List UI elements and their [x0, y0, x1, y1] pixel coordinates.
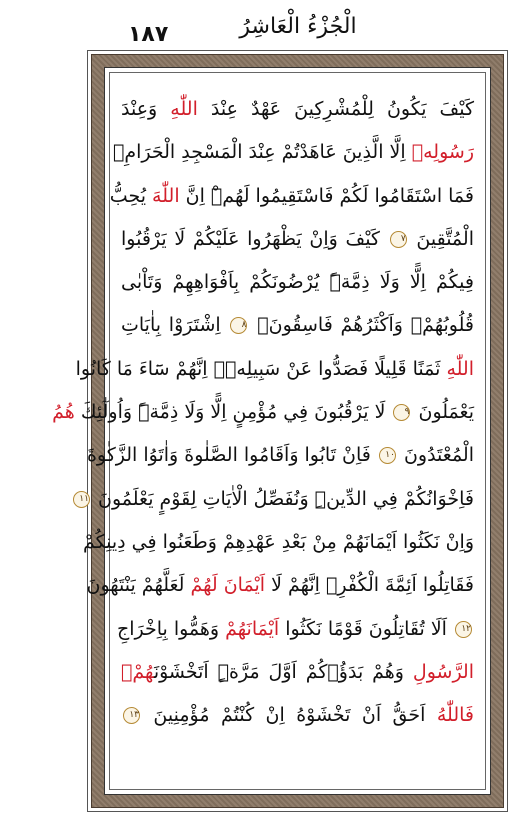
text-line	[121, 261, 474, 304]
verse-number-marker: ٨	[230, 317, 247, 334]
text-segment: يُحِبُّ	[109, 184, 153, 207]
text-segment: كَيْفَ يَكُونُ لِلْمُشْرِكِينَ عَهْدٌ عِنْدَ	[197, 98, 475, 120]
text-panel	[52, 67, 491, 795]
highlighted-word: الرَّسُولِ	[412, 660, 474, 683]
text-line	[83, 521, 474, 564]
text-line	[121, 304, 474, 347]
text-segment: فِيكُمْ اِلًّا وَلَا ذِمَّةًۜ يُرْضُونَكُمْ بِاَفْوَاهِهِمْ وَتَاْبٰى	[121, 271, 474, 294]
verse-number-marker: ٧	[390, 231, 407, 248]
verse-number-marker: ١٢	[455, 621, 472, 638]
text-segment: الْمُعْتَدُونَ	[397, 444, 474, 467]
text-line	[75, 348, 474, 391]
text-segment: لَا يَرْقُبُونَ فِي مُؤْمِنٍ اِلًّا وَلَا ذِمَّةًۜ وَاُولٰٓئِكَ	[74, 401, 392, 424]
text-line	[121, 651, 474, 694]
page-frame	[52, 50, 508, 812]
text-line	[52, 391, 474, 434]
verse-number-marker: ١٣	[123, 707, 140, 724]
highlighted-word: اللّٰهِ	[446, 357, 474, 380]
highlighted-word: اَيْمَانَهُمْ	[225, 617, 280, 640]
text-segment: الْمُتَّقِينَ	[408, 227, 474, 250]
text-segment: اَلَا تُقَاتِلُونَ قَوْمًا نَكَثُوا	[279, 617, 453, 640]
highlighted-word: فَاللّٰهُ	[436, 704, 474, 727]
ornamental-border	[52, 54, 504, 808]
text-segment: كَيْفَ وَاِنْ يَظْهَرُوا عَلَيْكُمْ لَا يَرْقُبُوا	[121, 227, 388, 250]
highlighted-word: اللّٰهَ	[152, 184, 180, 207]
highlighted-word: هُمْۚ	[121, 660, 154, 683]
text-line	[116, 608, 474, 651]
text-line	[86, 564, 474, 607]
text-segment: لَعَلَّهُمْ يَنْتَهُونَ	[86, 574, 191, 597]
highlighted-word: هُمُ	[52, 401, 75, 424]
text-segment: وَهَمُّوا بِاِخْرَاجِ	[116, 617, 226, 640]
text-line	[121, 218, 474, 261]
highlighted-word: رَسُولِهٖ	[411, 141, 474, 164]
text-line	[109, 175, 474, 218]
text-line	[79, 478, 474, 521]
text-line	[112, 131, 474, 174]
quran-text	[52, 88, 475, 737]
text-segment: قُلُوبُهُمْۚ وَاَكْثَرُهُمْ فَاسِقُونَۚ	[249, 314, 474, 337]
page-number: ١٨٧	[128, 22, 169, 47]
text-segment: اِشْتَرَوْا بِاٰيَاتِ	[121, 314, 229, 337]
verse-number-marker: ١٠	[379, 447, 396, 464]
verse-number-marker: ١١	[73, 491, 90, 508]
text-segment: فَاِنْ تَابُوا وَاَقَامُوا الصَّلٰوةَ وَاٰتَوُا الزَّكٰوةَ	[86, 444, 377, 467]
text-line	[121, 88, 474, 131]
highlighted-word: اَيْمَانَ لَهُمْ	[190, 574, 266, 597]
text-segment: وَاِنْ نَكَثُوا اَيْمَانَهُمْ مِنْ بَعْدِ عَهْدِهِمْ وَطَعَنُوا فِي دِينِكُمْ	[83, 530, 474, 553]
text-segment: فَمَا اسْتَقَامُوا لَكُمْ فَاسْتَقِيمُوا لَهُمْۜ اِنَّ	[179, 184, 474, 207]
text-segment: يَعْمَلُونَ	[412, 401, 474, 424]
text-segment: وَهُمْ بَدَؤُ۫كُمْ اَوَّلَ مَرَّةٍۜ اَتَخْشَوْنَ	[153, 660, 413, 683]
text-segment: اِلَّا الَّذِينَ عَاهَدْتُمْ عِنْدَ الْمَسْجِدِ الْحَرَامِۚ	[112, 141, 412, 164]
text-line	[121, 694, 474, 737]
text-line	[86, 434, 474, 477]
text-segment: وَعِنْدَ	[121, 98, 171, 120]
text-segment: اَحَقُّ اَنْ تَخْشَوْهُ اِنْ كُنْتُمْ مُؤْمِنِينَ	[142, 704, 437, 727]
text-segment: فَاِخْوَانُكُمْ فِي الدِّينِۜ وَنُفَصِّلُ الْاٰيَاتِ لِقَوْمٍ يَعْلَمُونَ	[91, 487, 474, 510]
text-segment: فَقَاتِلُوا اَئِمَّةَ الْكُفْرِۙ اِنَّهُمْ لَا	[265, 574, 474, 597]
verse-number-marker: ٩	[393, 404, 410, 421]
page-header	[0, 0, 518, 52]
highlighted-word: اللّٰهِ	[170, 98, 198, 120]
text-segment: ثَمَنًا قَلِيلًا فَصَدُّوا عَنْ سَبِيلِهٖۜ اِنَّهُمْ سَٓاءَ مَا كَانُوا	[75, 357, 447, 380]
juz-title: الْجُزْءُ الْعَاشِرُ	[239, 14, 357, 39]
